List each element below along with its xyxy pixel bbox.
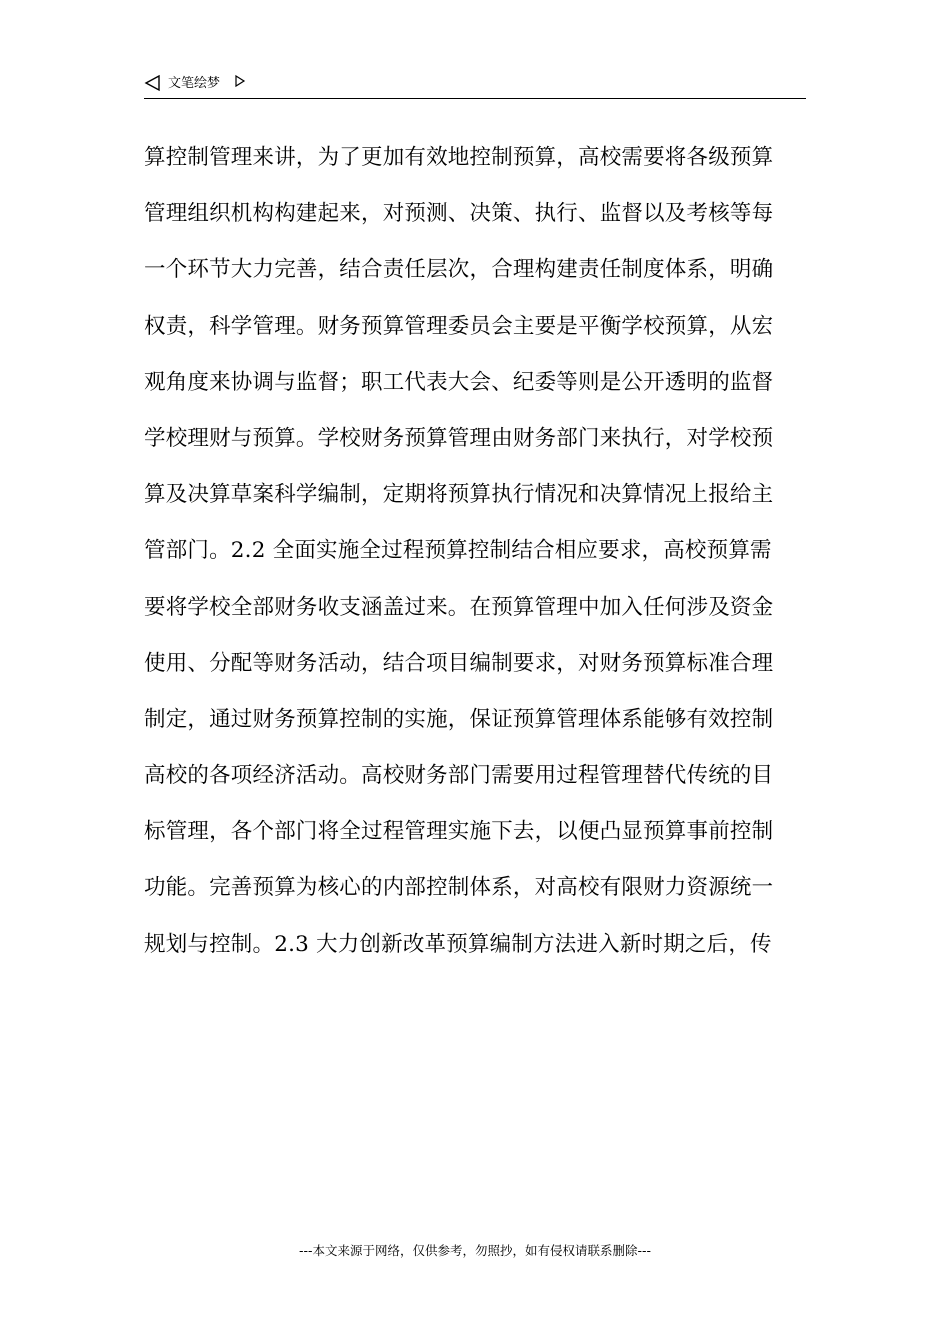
page-footer: ---本文来源于网络，仅供参考，勿照抄，如有侵权请联系删除--- [298, 1243, 652, 1258]
text-line: 功能。完善预算为核心的内部控制体系，对高校有限财力资源统一 [144, 875, 774, 901]
header-title: 文笔绘梦 [168, 76, 221, 91]
text-line: 算控制管理来讲，为了更加有效地控制预算，高校需要将各级预算 [144, 145, 774, 170]
page-header [144, 72, 806, 99]
text-line: 一个环节大力完善，结合责任层次，合理构建责任制度体系，明确 [144, 257, 774, 283]
text-line: 管部门。2.2 全面实施全过程预算控制结合相应要求，高校预算需 [144, 538, 772, 564]
text-line: 使用、分配等财务活动，结合项目编制要求，对财务预算标准合理 [144, 650, 774, 676]
text-line: 管理组织机构构建起来，对预测、决策、执行、监督以及考核等每 [144, 201, 774, 227]
text-line: 标管理，各个部门将全过程管理实施下去，以便凸显预算事前控制 [144, 819, 774, 845]
body-text [144, 130, 806, 973]
text-line: 观角度来协调与监督；职工代表大会、纪委等则是公开透明的监督 [144, 369, 774, 395]
text-line: 权责，科学管理。财务预算管理委员会主要是平衡学校预算，从宏 [144, 313, 774, 339]
text-line: 制定，通过财务预算控制的实施，保证预算管理体系能够有效控制 [144, 706, 774, 732]
triangle-right-icon [234, 74, 246, 88]
text-line: 高校的各项经济活动。高校财务部门需要用过程管理替代传统的目 [144, 763, 774, 789]
text-line: 算及决算草案科学编制，定期将预算执行情况和决算情况上报给主 [144, 482, 774, 508]
text-line: 规划与控制。2.3 大力创新改革预算编制方法进入新时期之后，传 [144, 931, 772, 957]
triangle-left-icon [144, 74, 162, 92]
text-line: 要将学校全部财务收支涵盖过来。在预算管理中加入任何涉及资金 [144, 594, 774, 620]
text-line: 学校理财与预算。学校财务预算管理由财务部门来执行，对学校预 [144, 425, 774, 451]
